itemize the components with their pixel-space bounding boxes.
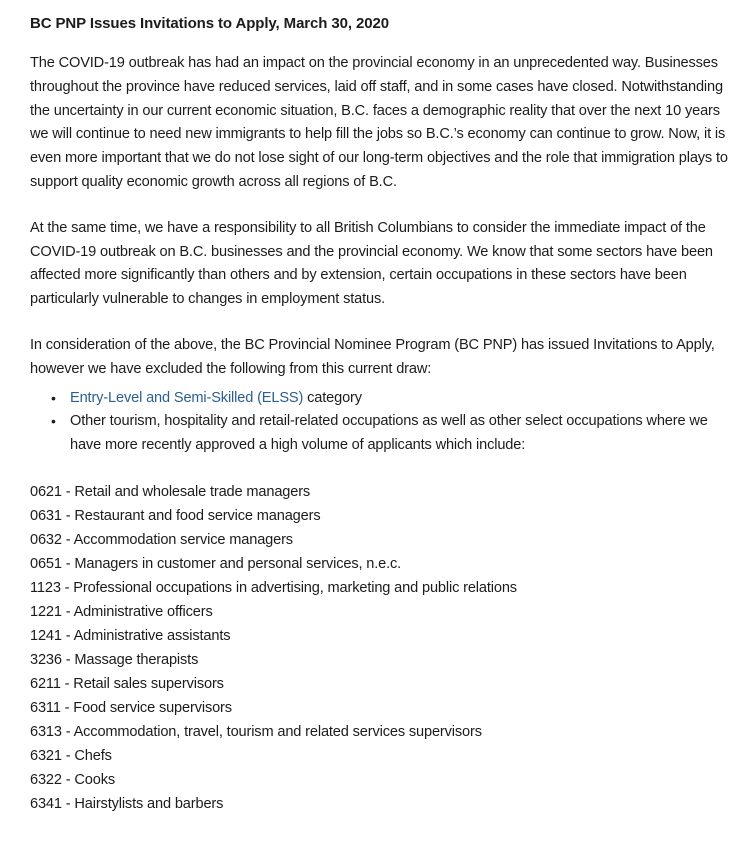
occupation-item: 3236 - Massage therapists: [30, 651, 199, 668]
occupation-item: 1241 - Administrative assistants: [30, 627, 231, 644]
paragraph-draw-intro: In consideration of the above, the BC Provincial Nominee Program (BC PNP) has issued Invitations to Apply, however we have excluded the following from this current draw:: [30, 336, 715, 377]
occupation-item: 6341 - Hairstylists and barbers: [30, 795, 224, 812]
occupation-item: 0632 - Accommodation service managers: [30, 531, 293, 548]
exclusion-item-other: [51, 410, 730, 458]
occupation-item: 6211 - Retail sales supervisors: [30, 675, 224, 692]
exclusion-item-elss: [51, 387, 730, 411]
occupation-item: 1221 - Administrative officers: [30, 603, 213, 620]
occupation-item: 0651 - Managers in customer and personal services, n.e.c.: [30, 555, 402, 572]
exclusion-item-text: Other tourism, hospitality and retail-related occupations as well as other select occupations where we have more recently approved a high volume of applicants which include:: [70, 413, 708, 454]
article-title: BC PNP Issues Invitations to Apply, March 30, 2020: [30, 15, 390, 32]
occupation-item: 0621 - Retail and wholesale trade managers: [30, 483, 311, 500]
paragraph-covid-impact: The COVID-19 outbreak has had an impact on the provincial economy in an unprecedented way. Businesses throughout the province have reduced services, laid off staff, and in some cases have closed. Notwithstanding the uncertainty in our current economic situation, B.C. faces a demographic reality that over the next 10 years we will continue to need new immigrants to help fill the jobs so B.C.’s economy can continue to grow. Now, it is even more important that we do not lose sight of our long-term objectives and the role that immigration plays to support quality economic growth across all regions of B.C.: [30, 55, 728, 190]
occupation-list: [30, 480, 730, 816]
occupation-item: 6321 - Chefs: [30, 747, 112, 764]
exclusion-list: [30, 387, 730, 458]
occupation-item: 6311 - Food service supervisors: [30, 699, 232, 716]
bullet-icon: •: [51, 389, 56, 406]
paragraph-responsibility: At the same time, we have a responsibility to all British Columbians to consider the immediate impact of the COVID-19 outbreak on B.C. businesses and the provincial economy. We know that some sectors have been affected more significantly than others and by extension, certain occupations in these sectors have been particularly vulnerable to changes in employment status.: [30, 219, 713, 308]
occupation-item: 1123 - Professional occupations in advertising, marketing and public relations: [30, 579, 517, 596]
exclusion-item-suffix: category: [303, 389, 362, 406]
bullet-icon: •: [51, 413, 56, 430]
occupation-item: 6322 - Cooks: [30, 771, 116, 788]
elss-category-link[interactable]: Entry-Level and Semi-Skilled (ELSS): [70, 389, 304, 406]
occupation-item: 6313 - Accommodation, travel, tourism and related services supervisors: [30, 723, 482, 740]
occupation-item: 0631 - Restaurant and food service managers: [30, 507, 321, 524]
